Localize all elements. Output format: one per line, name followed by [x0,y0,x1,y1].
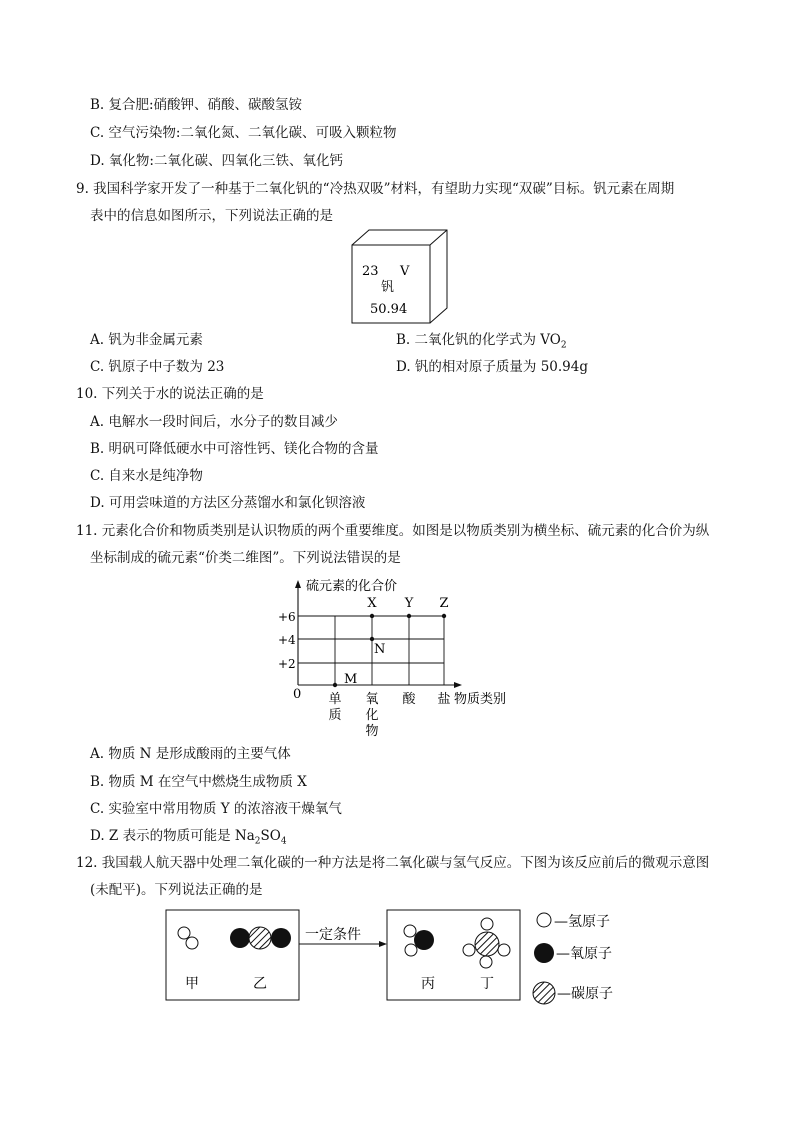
q10-option-a: A. 电解水一段时间后，水分子的数目减少 [90,414,338,430]
hydrogen-atom-icon [480,956,492,968]
element-atomic-number: 23 [362,264,379,279]
element-cell-diagram [350,228,450,326]
q11-stem-line2: 坐标制成的硫元素“价类二维图”。下列说法错误的是 [90,550,401,566]
q9-option-a: A. 钒为非金属元素 [90,332,203,348]
x-axis-label: 物质类别 [454,692,507,707]
legend-oxygen-icon [534,943,554,963]
x-tick-label: 单质 [328,692,342,723]
carbon-atom-icon [475,932,499,956]
oxygen-atom-icon [230,928,250,948]
data-point-label: X [367,596,377,611]
q8-option-b: B. 复合肥:硝酸钾、硝酸、碳酸氢铵 [90,97,303,113]
x-tick-label: 酸 [402,692,416,707]
legend-hydrogen-icon [537,913,551,927]
valence-category-chart [270,572,530,738]
label-jia: 甲 [185,976,199,992]
q10-option-d: D. 可用尝味道的方法区分蒸馏水和氯化钡溶液 [90,495,366,511]
q9-stem-line1: 9. 我国科学家开发了一种基于二氧化钒的“冷热双吸”材料，有望助力实现“双碳”目标。钒元素在周期 [76,181,675,197]
data-point-m [333,683,337,687]
data-point-label: M [344,672,358,687]
q12-stem-line2: (未配平)。下列说法正确的是 [90,882,263,898]
hydrogen-atom-icon [404,925,416,937]
hydrogen-atom-icon [498,944,510,956]
q8-option-c: C. 空气污染物:二氧化氮、二氧化碳、可吸入颗粒物 [90,125,397,141]
q11-option-c: C. 实验室中常用物质 Y 的浓溶液干燥氧气 [90,801,342,817]
legend-oxygen-label: —氧原子 [556,946,612,962]
label-ding: 丁 [480,976,494,992]
q11-option-a: A. 物质 N 是形成酸雨的主要气体 [90,746,291,762]
origin-label: 0 [293,687,302,702]
q9-option-d: D. 钒的相对原子质量为 50.94g [396,359,589,375]
y-tick-label: +4 [278,633,296,647]
oxygen-atom-icon [271,928,291,948]
q12-stem-line1: 12. 我国载人航天器中处理二氧化碳的一种方法是将二氧化碳与氢气反应。下图为该反应前后的微观示意图 [76,855,710,871]
q11-option-d: D. Z 表示的物质可能是 $Na_2SO_4$ [90,828,287,847]
q9-option-c: C. 钒原子中子数为 23 [90,359,225,375]
data-point-label: Z [439,596,449,611]
q10-stem: 10. 下列关于水的说法正确的是 [76,386,264,402]
hydrogen-atom-icon [463,944,475,956]
q8-option-d: D. 氧化物:二氧化碳、四氧化三铁、氧化钙 [90,153,343,169]
element-symbol: V [400,264,410,279]
hydrogen-atom-icon [178,927,190,939]
data-point-n [370,637,374,641]
data-point-label: N [374,642,386,657]
data-point-x [370,614,374,618]
hydrogen-atom-icon [405,944,417,956]
legend-carbon-icon [533,982,555,1004]
data-point-y [407,614,411,618]
q10-option-b: B. 明矾可降低硬水中可溶性钙、镁化合物的含量 [90,441,379,457]
q9-stem-line2: 表中的信息如图所示，下列说法正确的是 [90,208,333,224]
legend-hydrogen-label: —氢原子 [554,914,610,930]
x-tick-label: 氧化物 [365,692,379,738]
element-name: 钒 [381,280,395,295]
data-point-z [442,614,446,618]
carbon-atom-icon [249,927,271,949]
q11-option-b: B. 物质 M 在空气中燃烧生成物质 X [90,774,307,790]
reaction-micro-diagram [160,906,640,1006]
y-axis-label: 硫元素的化合价 [306,579,398,594]
label-bing: 丙 [421,976,435,992]
legend-carbon-label: —碳原子 [557,986,613,1002]
q10-option-c: C. 自来水是纯净物 [90,468,203,484]
hydrogen-atom-icon [481,918,493,930]
hydrogen-atom-icon [186,937,198,949]
oxygen-atom-icon [414,930,434,950]
data-point-label: Y [404,596,414,611]
q9-option-b: B. 二氧化钒的化学式为 $VO_2$ [396,332,567,351]
x-tick-label: 盐 [437,692,451,707]
element-mass: 50.94 [370,302,408,317]
reaction-condition: 一定条件 [305,927,361,943]
y-tick-label: +6 [278,610,296,624]
y-tick-label: +2 [278,657,296,671]
q11-stem-line1: 11. 元素化合价和物质类别是认识物质的两个重要维度。如图是以物质类别为横坐标、硫元素的化合价为纵 [76,523,710,539]
label-yi: 乙 [253,976,267,992]
